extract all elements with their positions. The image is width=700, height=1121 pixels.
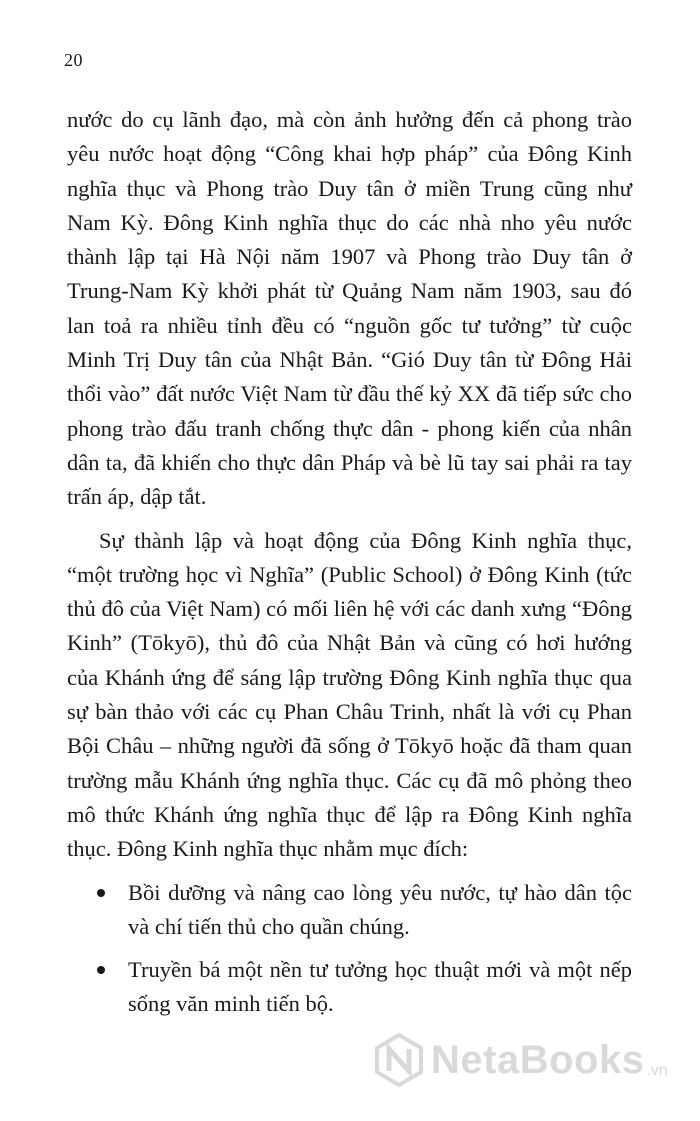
bullet-icon xyxy=(97,889,105,897)
page-number: 20 xyxy=(64,50,83,70)
bullet-icon xyxy=(97,966,105,974)
netabooks-logo-icon xyxy=(373,1032,425,1088)
paragraph-continued: nước do cụ lãnh đạo, mà còn ảnh hưởng đến cả phong trào yêu nước hoạt động “Công khai hợp pháp” của Đông Kinh nghĩa thục và Phong trào Duy tân ở miền Trung cũng như Nam Kỳ. Đông Kinh nghĩa thục do các nhà nho yêu nước thành lập tại Hà Nội năm 1907 và Phong trào Duy tân ở Trung-Nam Kỳ khởi phát từ Quảng Nam năm 1903, sau đó lan toả ra nhiều tỉnh đều có “nguồn gốc tư tưởng” từ cuộc Minh Trị Duy tân của Nhật Bản. “Gió Duy tân từ Đông Hải thổi vào” đất nước Việt Nam từ đầu thế kỷ XX đã tiếp sức cho phong trào đấu tranh chống thực dân - phong kiến của nhân dân ta, đã khiến cho thực dân Pháp và bè lũ tay sai phải ra tay trấn áp, dập tắt. xyxy=(67,107,632,510)
paragraph-dong-kinh: Sự thành lập và hoạt động của Đông Kinh nghĩa thục, “một trường học vì Nghĩa” (Public School) ở Đông Kinh (tức thủ đô của Việt Nam) có mối liên hệ với các danh xưng “Đông Kinh” (Tōkyō), thủ đô của Nhật Bản và cũng có hơi hướng của Khánh ứng để sáng lập trường Đông Kinh nghĩa thục qua sự bàn thảo với các cụ Phan Châu Trinh, nhất là với cụ Phan Bội Châu – những người đã sống ở Tōkyō hoặc đã tham quan trường mẫu Khánh ứng nghĩa thục. Các cụ đã mô phỏng theo mô thức Khánh ứng nghĩa thục để lập ra Đông Kinh nghĩa thục. Đông Kinh nghĩa thục nhằm mục đích: xyxy=(67,527,632,862)
page-body xyxy=(67,103,632,1022)
list-item-text: Bồi dưỡng và nâng cao lòng yêu nước, tự hào dân tộc và chí tiến thủ cho quần chúng. xyxy=(128,879,632,939)
netabooks-watermark xyxy=(373,1032,668,1088)
goals-list xyxy=(67,876,632,1022)
watermark-suffix: .vn xyxy=(646,1062,668,1079)
list-item xyxy=(67,953,632,1022)
list-item-text: Truyền bá một nền tư tưởng học thuật mới và một nếp sống văn minh tiến bộ. xyxy=(128,957,632,1017)
list-item xyxy=(67,876,632,945)
watermark-brand: NetaBooks xyxy=(431,1037,645,1082)
